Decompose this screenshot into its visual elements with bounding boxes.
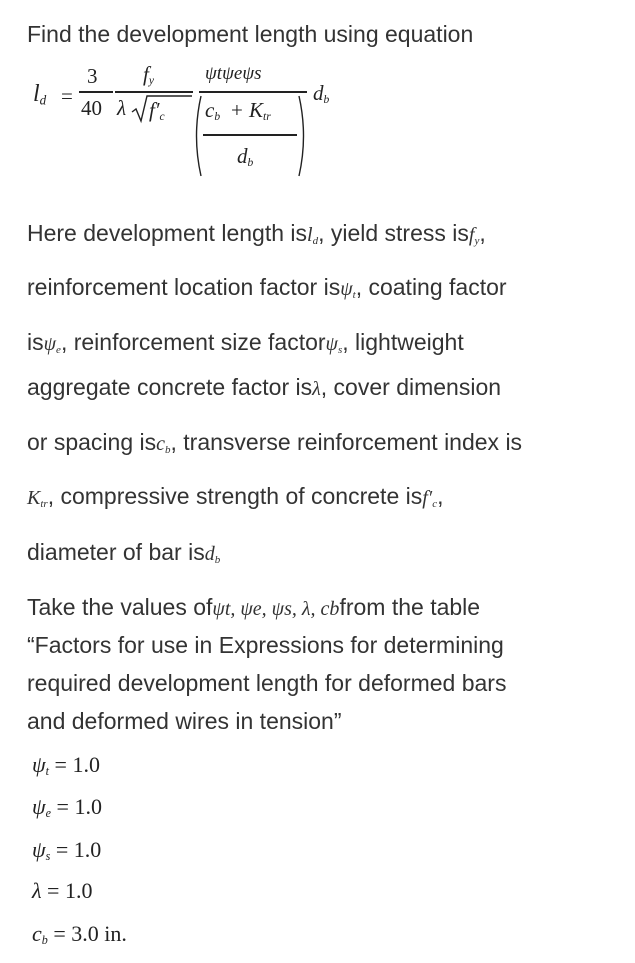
eq-fraction-bar-3 — [199, 91, 307, 93]
right-paren-icon — [297, 94, 309, 178]
left-paren-icon — [191, 94, 203, 178]
take-line-3: required development length for deformed bars — [27, 670, 507, 696]
sym-ktr: $K_{tr}$ — [27, 487, 48, 510]
value-psi-t: $\psi_t = 1.0$ — [32, 752, 100, 779]
eq-ktr: $K_{tr}$ — [249, 98, 271, 123]
intro-text: Find the development length using equation — [27, 21, 474, 47]
eq-plus: + — [231, 98, 243, 122]
eq-fraction-bar-2 — [115, 91, 193, 93]
eq-fraction-bar-1 — [79, 91, 113, 93]
eq-lambda: λ — [117, 96, 127, 120]
eq-psi-product: ψtψeψs — [205, 63, 262, 84]
eq-equals: = — [61, 84, 73, 108]
value-cb: $c_b = 3.0$ in. — [32, 921, 127, 948]
desc-line-2: reinforcement location factor isψ$_t$, coating factor — [27, 274, 507, 301]
eq-num-3: 3 — [87, 64, 98, 88]
desc-line-3: isψ$_e$, reinforcement size factorψ$_s$, lightweight — [27, 329, 464, 356]
eq-db: $d_b$ — [237, 144, 254, 169]
sym-psi-t: $\psi_t$ — [340, 278, 356, 301]
sym-psi-e: $\psi_e$ — [43, 333, 61, 356]
eq-tail-db: $d_b$ — [313, 81, 330, 106]
desc-line-4: aggregate concrete factor isλ, cover dimension — [27, 374, 502, 400]
value-lambda: λ = 1.0 — [32, 878, 93, 903]
value-psi-s: $\psi_s = 1.0$ — [32, 837, 102, 864]
eq-fraction-bar-4 — [203, 134, 297, 136]
desc-line-1: Here development length isl$_d$, yield stress isf$_y$, — [27, 220, 486, 247]
take-line-2: “Factors for use in Expressions for determining — [27, 632, 504, 658]
eq-cb: $c_b$ — [205, 98, 221, 123]
desc-line-5: or spacing isc$_b$, transverse reinforcement index is — [27, 429, 523, 456]
sym-psi-s: $\psi_s$ — [325, 333, 343, 356]
desc-line-7: diameter of bar isd$_b$ — [27, 539, 221, 566]
take-line-1: Take the values ofψt, ψe, ψs, λ, cbfrom the table — [27, 594, 481, 620]
eq-den-40: 40 — [81, 96, 102, 120]
value-psi-e: $\psi_e = 1.0$ — [32, 794, 102, 821]
sym-lambda: λ — [312, 378, 321, 400]
take-line-4: and deformed wires in tension” — [27, 708, 342, 734]
sym-db: $d_b$ — [204, 543, 221, 566]
desc-line-6: $K_{tr}$, compressive strength of concrete $isf'_c$, — [27, 483, 444, 510]
sym-list: ψt, ψe, ψs, λ, cb — [212, 598, 340, 620]
sym-fy: $f_y$ — [468, 224, 480, 247]
eq-ld: $l_d$ — [33, 81, 47, 108]
eq-fc: $f'_c$ — [149, 98, 165, 123]
sym-ld: $l_d$ — [307, 224, 319, 247]
eq-fy: $f_y$ — [143, 62, 154, 87]
sym-cb: $c_b$ — [156, 433, 171, 456]
sym-fc: $f'_c$ — [422, 487, 438, 510]
development-length-equation — [27, 60, 347, 185]
